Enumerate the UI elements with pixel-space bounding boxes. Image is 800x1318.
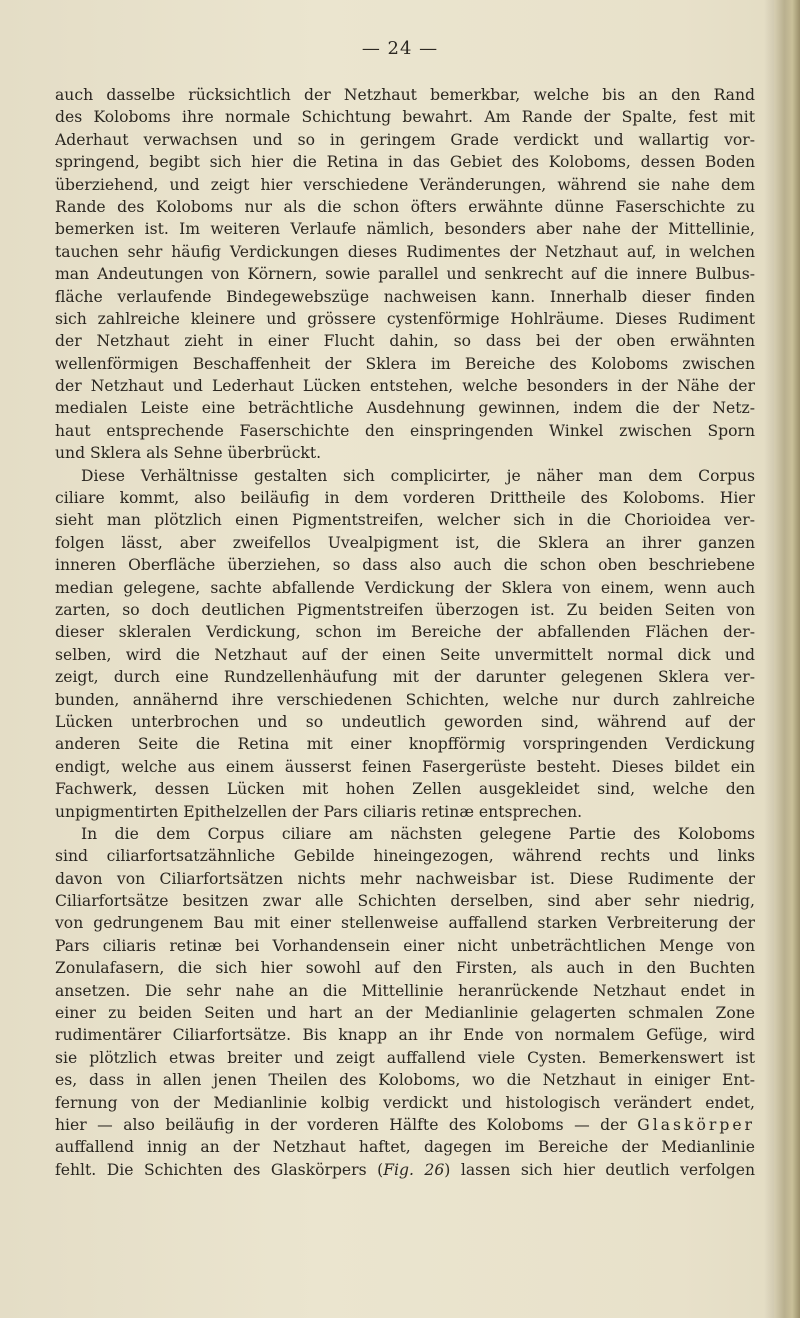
text-line: auch dasselbe rücksichtlich der Netzhaut bemerkbar, welche bis an den Rand [55, 86, 755, 104]
text-line: bemerken ist. Im weiteren Verlaufe nämlich, besonders aber nahe der Mittellinie, [55, 220, 755, 239]
text-line: überziehend, und zeigt hier verschiedene Veränderungen, während sie nahe dem [55, 175, 755, 194]
text-line: fläche verlaufende Bindegewebszüge nachweisen kann. Innerhalb dieser finden [55, 287, 755, 306]
text-line: zarten, so doch deutlichen Pigmentstreifen überzogen ist. Zu beiden Seiten von [55, 600, 755, 619]
text-line: Zonulafasern, die sich hier sowohl auf den Firsten, als auch in den Buchten [55, 959, 755, 978]
paragraph-end-line: unpigmentirten Epithelzellen der Pars ciliaris retinæ entsprechen. [55, 802, 583, 821]
text-line: des Koloboms ihre normale Schichtung bewahrt. Am Rande der Spalte, fest mit [55, 108, 755, 127]
text-line: inneren Oberfläche überziehen, so dass also auch die schon oben beschriebene [55, 556, 755, 575]
text-line: median gelegene, sachte abfallende Verdickung der Sklera von einem, wenn auch [55, 578, 755, 597]
paragraph-end-line: und Sklera als Sehne überbrückt. [55, 444, 322, 463]
text-line: Ciliarfortsätze besitzen zwar alle Schichten derselben, sind aber sehr niedrig, [55, 892, 755, 911]
text-line: ansetzen. Die sehr nahe an die Mittellinie heranrückende Netzhaut endet in [55, 981, 755, 1000]
text-line: medialen Leiste eine beträchtliche Ausdehnung gewinnen, indem die der Netz- [55, 399, 755, 418]
text-fragment: fehlt. Die Schichten des Glaskörpers ( [55, 1160, 384, 1179]
text-line: davon von Ciliarfortsätzen nichts mehr nachweisbar ist. Diese Rudimente der [55, 869, 755, 888]
text-line: sie plötzlich etwas breiter und zeigt auffallend viele Cysten. Bemerkenswert ist [55, 1048, 755, 1067]
text-line: zeigt, durch eine Rundzellenhäufung mit der darunter gelegenen Sklera ver- [55, 668, 755, 687]
spaced-term: Glaskörper [637, 1115, 755, 1134]
text-line [55, 1114, 755, 1136]
text-line: anderen Seite die Retina mit einer knopfförmig vorspringenden Verdickung [55, 735, 755, 754]
text-line: springend, begibt sich hier die Retina in das Gebiet des Koloboms, dessen Boden [55, 153, 755, 172]
text-line: einer zu beiden Seiten und hart an der Medianlinie gelagerten schmalen Zone [55, 1004, 755, 1023]
text-line: Aderhaut verwachsen und so in geringem Grade verdickt und wallartig vor- [55, 130, 755, 149]
text-line: Lücken unterbrochen und so undeutlich geworden sind, während auf der [55, 712, 755, 731]
text-line: man Andeutungen von Körnern, sowie parallel und senkrecht auf die innere Bulbus- [55, 265, 755, 284]
text-line: haut entsprechende Faserschichte den einspringenden Winkel zwischen Sporn [55, 421, 755, 440]
text-line: der Netzhaut und Lederhaut Lücken entstehen, welche besonders in der Nähe der [55, 377, 755, 396]
text-line: tauchen sehr häufig Verdickungen dieses Rudimentes der Netzhaut auf, in welchen [55, 242, 755, 261]
text-line [55, 1159, 755, 1181]
text-line: fernung von der Medianlinie kolbig verdickt und histologisch verändert endet, [55, 1093, 755, 1112]
text-line: sieht man plötzlich einen Pigmentstreifen, welcher sich in die Chorioidea ver- [55, 511, 755, 530]
text-line: endigt, welche aus einem äusserst feinen Fasergerüste besteht. Dieses bildet ein [55, 757, 755, 776]
paragraph-start-line: Diese Verhältnisse gestalten sich complicirter, je näher man dem Corpus [81, 466, 755, 485]
text-line: selben, wird die Netzhaut auf der einen Seite unvermittelt normal dick und [55, 645, 755, 664]
text-line: der Netzhaut zieht in einer Flucht dahin, so dass bei der oben erwähnten [55, 332, 755, 351]
text-line: dieser skleralen Verdickung, schon im Bereiche der abfallenden Flächen der- [55, 623, 755, 642]
binding-shadow [764, 0, 774, 1318]
text-line: bunden, annähernd ihre verschiedenen Schichten, welche nur durch zahlreiche [55, 690, 755, 709]
text-line: sich zahlreiche kleinere und grössere cystenförmige Hohlräume. Dieses Rudiment [55, 309, 755, 328]
text-line: Pars ciliaris retinæ bei Vorhandensein einer nicht unbeträchtlichen Menge von [55, 936, 755, 955]
text-line: wellenförmigen Beschaffenheit der Sklera im Bereiche des Koloboms zwischen [55, 354, 755, 373]
text-line: ciliare kommt, also beiläufig in dem vorderen Drittheile des Koloboms. Hier [55, 489, 755, 508]
body-text [55, 84, 755, 1181]
text-line: es, dass in allen jenen Theilen des Koloboms, wo die Netzhaut in einiger Ent- [55, 1071, 755, 1090]
figure-reference: Fig. 26 [383, 1160, 445, 1179]
text-fragment: ) lassen sich hier deutlich verfolgen [444, 1160, 755, 1179]
text-line: von gedrungenem Bau mit einer stellenweise auffallend starken Verbreiterung der [55, 914, 755, 933]
paragraph-start-line: In die dem Corpus ciliare am nächsten gelegene Partie des Koloboms [81, 824, 755, 843]
text-fragment: hier — also beiläufig in der vorderen Hälfte des Koloboms — der [55, 1115, 627, 1134]
text-line: Rande des Koloboms nur als die schon öfters erwähnte dünne Faserschichte zu [55, 197, 755, 216]
page-edge [774, 0, 800, 1318]
page-number: — 24 — [361, 38, 439, 59]
text-line: sind ciliarfortsatzähnliche Gebilde hineingezogen, während rechts und links [55, 847, 755, 866]
text-line: folgen lässt, aber zweifellos Uvealpigment ist, die Sklera an ihrer ganzen [55, 533, 755, 552]
text-line: Fachwerk, dessen Lücken mit hohen Zellen ausgekleidet sind, welche den [55, 780, 755, 799]
text-line: rudimentärer Ciliarfortsätze. Bis knapp an ihr Ende von normalem Gefüge, wird [55, 1026, 755, 1045]
text-line: auffallend innig an der Netzhaut haftet, dagegen im Bereiche der Medianlinie [55, 1138, 755, 1157]
